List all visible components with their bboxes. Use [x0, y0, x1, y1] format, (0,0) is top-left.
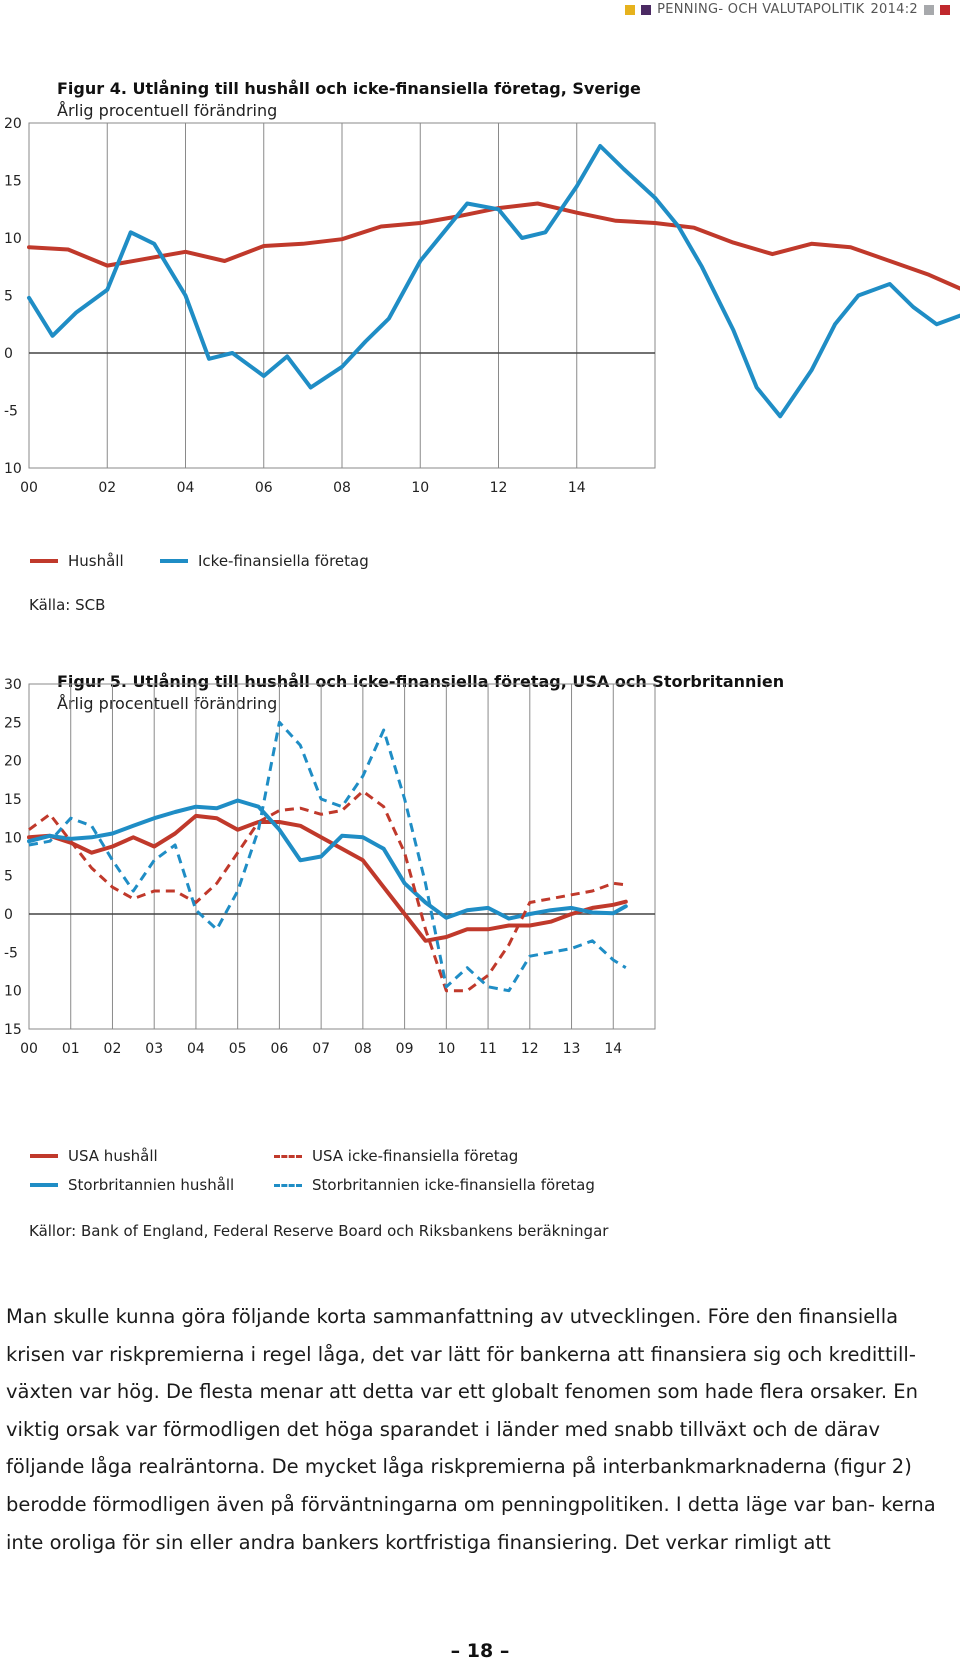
fig4-y-tick-label: 5	[4, 288, 13, 305]
fig4-series-1-line	[29, 146, 960, 416]
page-number: – 18 –	[450, 1640, 510, 1662]
fig4-x-tick-label: 08	[333, 480, 351, 496]
header-square-purple	[641, 5, 651, 15]
legend-label: Storbritannien hushåll	[68, 1176, 235, 1194]
fig5-x-tick-label: 01	[61, 1041, 80, 1057]
fig5-x-tick-label: 04	[187, 1041, 205, 1057]
fig4-x-tick-label: 14	[567, 480, 586, 496]
header-row	[625, 2, 950, 17]
fig5-x-tick-label: 03	[145, 1041, 164, 1057]
legend-label: Storbritannien icke-finansiella företag	[312, 1176, 595, 1194]
figure5-title: Figur 5. Utlåning till hushåll och icke-finansiella företag, USA och Storbritannien	[57, 672, 785, 691]
fig5-x-tick-label: 11	[479, 1041, 497, 1057]
fig4-x-tick-label: 12	[489, 480, 508, 496]
fig5-y-tick-label: 15	[4, 1022, 22, 1038]
figure5-legend-uk-households	[30, 1176, 234, 1194]
figure4-source: Källa: SCB	[29, 596, 106, 614]
figure4-legend-households	[30, 552, 124, 570]
fig5-x-tick-label: 02	[103, 1041, 122, 1057]
fig5-x-tick-label: 06	[270, 1041, 289, 1057]
fig4-y-tick-label: -5	[4, 403, 18, 420]
fig4-y-tick-label: 10	[4, 461, 22, 477]
fig5-x-tick-label: 00	[20, 1041, 38, 1057]
header-square-red	[940, 5, 950, 15]
fig4-y-tick-label: 0	[4, 346, 13, 362]
fig4-y-tick-label: 15	[4, 173, 22, 190]
fig5-x-tick-label: 07	[312, 1041, 331, 1057]
fig5-y-tick-label: 15	[4, 792, 22, 808]
fig5-y-tick-label: 5	[4, 868, 13, 885]
fig5-y-tick-label: -5	[4, 945, 18, 962]
fig4-series-0-line	[29, 204, 960, 302]
header-title: PENNING- OCH VALUTAPOLITIK	[657, 2, 865, 17]
fig5-series-2-line	[29, 791, 626, 990]
fig5-plot-frame	[29, 684, 655, 1029]
figure5-legend-usa-companies	[274, 1147, 518, 1165]
fig5-x-tick-label: 09	[395, 1041, 414, 1057]
figure5-subtitle: Årlig procentuell förändring	[57, 694, 278, 713]
fig4-y-tick-label: 20	[4, 116, 22, 132]
fig5-y-tick-label: 20	[4, 753, 22, 770]
figure5-legend-uk-companies	[274, 1176, 595, 1194]
fig4-y-tick-label: 10	[4, 231, 22, 247]
fig5-y-tick-label: 10	[4, 983, 22, 1000]
fig4-x-tick-label: 04	[176, 480, 195, 496]
legend-line-red	[30, 1154, 58, 1158]
fig4-x-tick-label: 10	[411, 480, 430, 496]
legend-label: USA icke-finansiella företag	[312, 1147, 519, 1165]
legend-line-red	[30, 559, 58, 563]
fig5-x-tick-label: 10	[437, 1041, 456, 1057]
legend-label: Hushåll	[68, 552, 124, 570]
figure4-subtitle: Årlig procentuell förändring	[57, 101, 278, 120]
fig5-y-tick-label: 10	[4, 830, 22, 847]
header-square-yellow	[625, 5, 635, 15]
legend-label: USA hushåll	[68, 1147, 158, 1165]
page-header	[0, 0, 960, 24]
figure4-legend-companies	[160, 552, 369, 570]
body-paragraph	[6, 1298, 954, 1561]
body-text: Man skulle kunna göra följande korta sammanfattning av utvecklingen. Före den finansiella krisen var riskpremierna i regel låga, det var lätt för bankerna att finansiera sig och kredittill- växten var hög. De flesta menar att detta var ett globalt fenomen som hade flera orsaker. En viktig orsak var förmodligen det höga sparandet i länder med snabb tillväxt och de därav följande låga realräntorna. De mycket låga riskpremierna på interbankmarknaderna (figur 2) berodde förmodligen även på förväntningarna om penningpolitiken. I detta läge var ban- kerna inte oroliga för sin eller andra bankers kortfristiga finansiering. Det verkar rimligt att	[6, 1305, 936, 1554]
figure4-chart	[0, 110, 960, 510]
figure5-legend-usa-households	[30, 1147, 158, 1165]
fig4-x-tick-label: 00	[20, 480, 38, 496]
figure5-source: Källor: Bank of England, Federal Reserve Board och Riksbankens beräkningar	[29, 1222, 609, 1240]
fig5-y-tick-label: 30	[4, 677, 22, 693]
fig5-x-tick-label: 14	[604, 1041, 623, 1057]
legend-line-blue-dashed	[274, 1184, 302, 1187]
fig5-series-1-line	[29, 801, 626, 919]
legend-line-blue	[30, 1183, 58, 1187]
fig5-y-tick-label: 25	[4, 715, 22, 732]
fig5-x-tick-label: 08	[353, 1041, 372, 1057]
legend-line-blue	[160, 559, 188, 563]
fig5-series-0-line	[29, 816, 626, 941]
legend-label: Icke-finansiella företag	[198, 552, 369, 570]
fig5-series-3-line	[29, 722, 626, 990]
legend-line-red-dashed	[274, 1155, 302, 1158]
fig4-x-tick-label: 06	[254, 480, 273, 496]
fig5-y-tick-label: 0	[4, 907, 13, 923]
fig5-x-tick-label: 12	[520, 1041, 539, 1057]
fig5-x-tick-label: 13	[562, 1041, 581, 1057]
header-issue: 2014:2	[870, 2, 918, 17]
header-square-grey	[924, 5, 934, 15]
fig5-x-tick-label: 05	[228, 1041, 247, 1057]
fig4-x-tick-label: 02	[98, 480, 117, 496]
figure4-title: Figur 4. Utlåning till hushåll och icke-finansiella företag, Sverige	[57, 79, 641, 98]
